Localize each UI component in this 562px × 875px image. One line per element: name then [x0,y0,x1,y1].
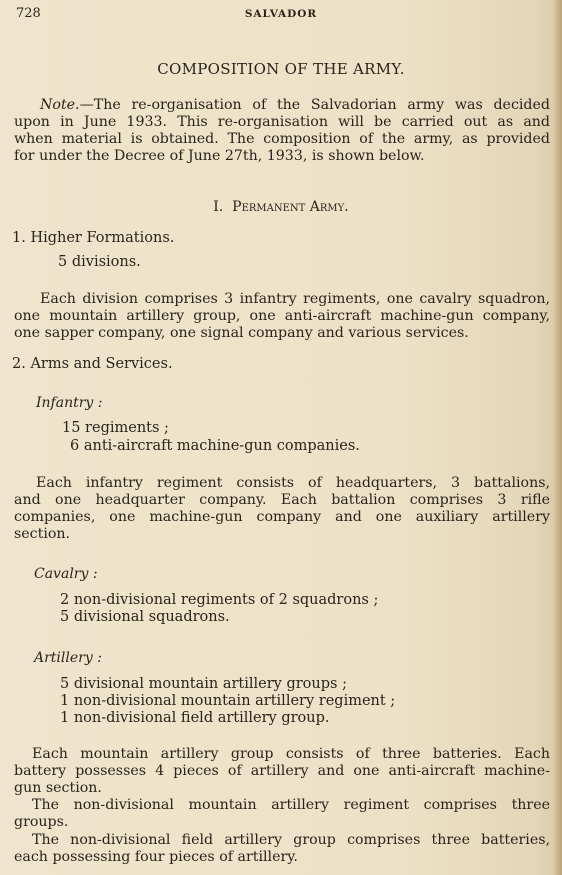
note-paragraph [14,97,550,165]
para-line: one mountain artillery group, one anti-aircraft machine-gun company, [14,308,550,324]
para-line: each possessing four pieces of artillery. [14,849,298,865]
list-item: 1 non-divisional mountain artillery regiment ; [60,693,396,709]
page-header [16,6,546,26]
list-item: 1 non-divisional field artillery group. [60,710,330,726]
list-item: 2 non-divisional regiments of 2 squadrons ; [60,592,379,608]
list-item: 6 anti-aircraft machine-gun companies. [70,438,360,454]
list-item: 5 divisions. [58,254,141,270]
artillery-paragraph-2 [14,797,550,831]
para-line: gun section. [14,780,102,796]
note-line: Note.—The re-organisation of the Salvadorian army was decided [40,97,550,113]
list-item: 5 divisional squadrons. [60,609,230,625]
page-number: 728 [16,6,41,21]
page-title: COMPOSITION OF THE ARMY. [157,60,405,78]
subheading-infantry: Infantry : [36,395,103,411]
para-line: Each division comprises 3 infantry regiments, one cavalry squadron, [40,291,550,307]
para-line: section. [14,526,71,542]
para-line: The non-divisional field artillery group comprises three batteries, [32,832,550,848]
page-edge [554,0,562,875]
para-line: battery possesses 4 pieces of artillery and one anti-aircraft machine- [14,763,550,779]
para-line: Each infantry regiment consists of headquarters, 3 battalions, [36,475,550,491]
artillery-paragraph-1 [14,746,550,797]
list-item: 15 regiments ; [62,420,169,436]
para-line: companies, one machine-gun company and one auxiliary artillery [14,509,550,525]
heading-higher-formations: 1. Higher Formations. [12,230,175,246]
para-line: one sapper company, one signal company and various services. [14,325,469,341]
subheading-artillery: Artillery : [34,650,102,666]
note-label: Note. [40,97,80,113]
note-line: for under the Decree of June 27th, 1933, is shown below. [14,148,425,164]
infantry-paragraph [14,475,550,543]
para-line: The non-divisional mountain artillery regiment comprises three [32,797,550,813]
artillery-paragraph-3 [14,832,550,866]
heading-arms-and-services: 2. Arms and Services. [12,356,173,372]
running-title: SALVADOR [244,8,318,20]
note-line: upon in June 1933. This re-organisation will be carried out as and [14,114,550,130]
subheading-cavalry: Cavalry : [34,566,98,582]
para-line: and one headquarter company. Each battalion comprises 3 rifle [14,492,550,508]
list-item: 5 divisional mountain artillery groups ; [60,676,347,692]
divisions-paragraph [14,291,550,342]
note-line: when material is obtained. The composition of the army, as provided [14,131,550,147]
para-line: Each mountain artillery group consists of three batteries. Each [32,746,550,762]
section-heading-permanent-army: I. Permanent Army. [213,199,349,215]
para-line: groups. [14,814,69,830]
